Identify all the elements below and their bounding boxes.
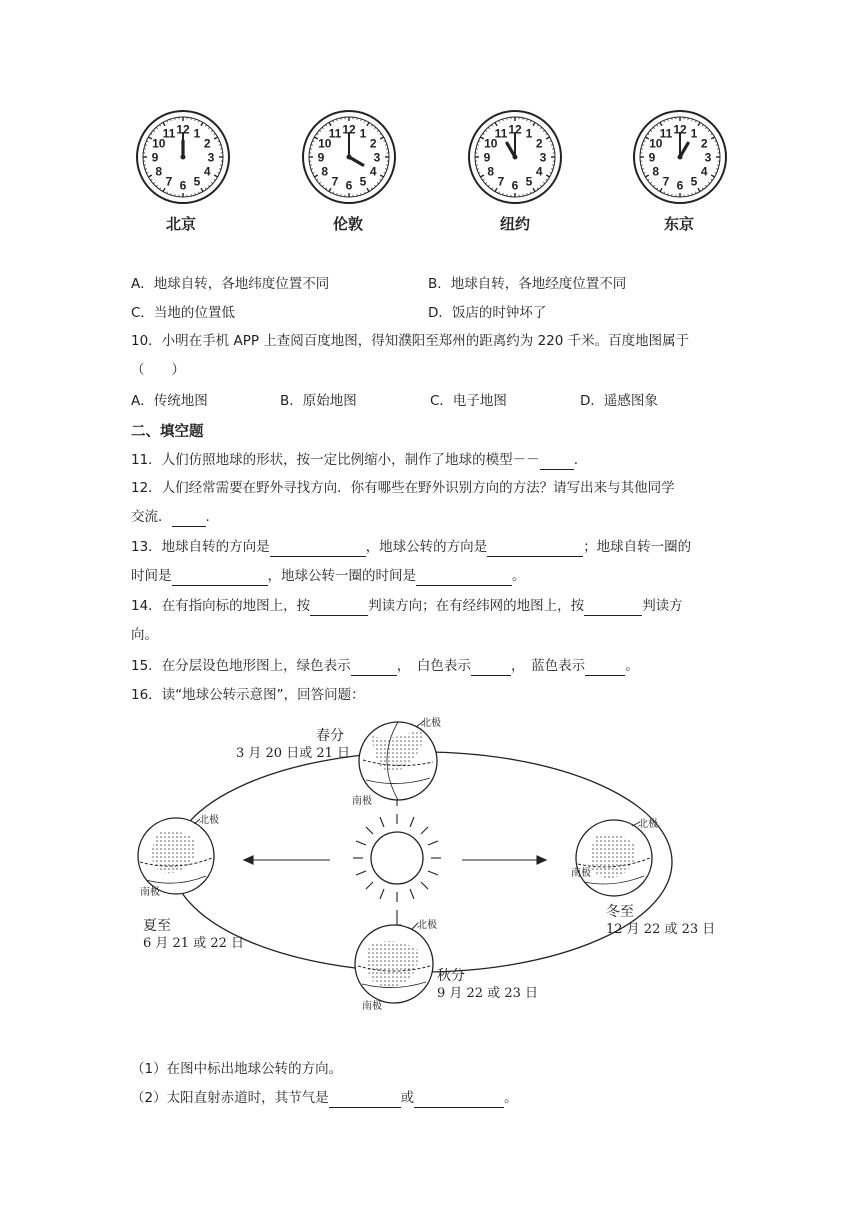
q9-option-c: C．当地的位置低 <box>131 305 235 321</box>
sub-question-1: （1）在图中标出地球公转的方向。 <box>131 1061 343 1077</box>
clock-numeral: 2 <box>700 136 708 151</box>
clock-numeral: 10 <box>484 136 498 151</box>
clock-numeral: 1 <box>193 126 201 141</box>
clock-numeral: 7 <box>497 174 505 189</box>
q14-text-b: 判读方向；在有经纬网的地图上，按 <box>368 598 585 614</box>
clock-numeral: 11 <box>328 126 342 141</box>
sub2-text-a: （2）太阳直射赤道时，其节气是 <box>131 1090 329 1106</box>
q15-text-c: ， 蓝色表示 <box>510 658 586 674</box>
clock-numeral: 4 <box>203 164 211 179</box>
clock-numeral: 12 <box>508 122 522 137</box>
q10-option-c: C．电子地图 <box>430 393 507 409</box>
sub2-text-b: 或 <box>400 1090 415 1106</box>
clock-numeral: 12 <box>176 122 190 137</box>
q13-text-e: ，地球公转一圈的时间是 <box>267 568 416 584</box>
sub2-text-c: 。 <box>504 1090 518 1106</box>
clock-numeral: 5 <box>193 174 201 189</box>
clock-numeral: 7 <box>165 174 173 189</box>
clock-numeral: 4 <box>369 164 377 179</box>
clock-numeral: 9 <box>648 150 656 165</box>
q13-text-b: ，地球公转的方向是 <box>365 539 488 555</box>
globe-winter <box>576 820 652 896</box>
clock-numeral: 10 <box>152 136 166 151</box>
clock-numeral: 9 <box>317 150 325 165</box>
q13-text-a: 13．地球自转的方向是 <box>131 539 270 555</box>
q12-end: . <box>205 509 210 525</box>
clock-numeral: 9 <box>151 150 159 165</box>
clock-numeral: 3 <box>207 150 215 165</box>
summer-north-pole-label: 北极 <box>199 815 219 826</box>
clock-numeral: 2 <box>203 136 211 151</box>
clock-numeral: 11 <box>494 126 508 141</box>
clock-numeral: 7 <box>331 174 339 189</box>
clock-numeral: 11 <box>659 126 673 141</box>
clock-numeral: 12 <box>673 122 687 137</box>
clock-numeral: 6 <box>179 178 187 193</box>
winter-north-pole-label: 北极 <box>638 819 658 830</box>
clock-numeral: 5 <box>359 174 367 189</box>
q14-line2: 向。 <box>131 627 158 643</box>
spring-north-pole-label: 北极 <box>421 718 441 729</box>
q9-option-d: D．饭店的时钟坏了 <box>428 305 547 321</box>
q10-option-a: A．传统地图 <box>131 393 208 409</box>
q13-text-d: 时间是 <box>131 568 172 584</box>
section-heading: 二、填空题 <box>131 424 204 440</box>
clock-numeral: 6 <box>345 178 353 193</box>
clock-numeral: 8 <box>321 164 329 179</box>
q15-text-d: 。 <box>625 658 639 674</box>
q15-text-a: 15．在分层设色地形图上，绿色表示 <box>131 658 351 674</box>
summer-date: 6 月 21 或 22 日 <box>143 936 245 951</box>
clock-numeral: 12 <box>342 122 356 137</box>
clock-numeral: 1 <box>359 126 367 141</box>
clock-numeral: 6 <box>511 178 519 193</box>
summer-south-pole-label: 南极 <box>140 887 160 898</box>
clock-numeral: 1 <box>525 126 533 141</box>
q10-paren: （ ） <box>131 362 185 378</box>
clock-numeral: 3 <box>704 150 712 165</box>
clock-numeral: 10 <box>318 136 332 151</box>
clock-numeral: 11 <box>162 126 176 141</box>
sub2-blank-1[interactable] <box>329 1092 401 1108</box>
question-16: 16．读“地球公转示意图”，回答问题： <box>131 687 365 703</box>
q14-text-a: 14．在有指向标的地图上，按 <box>131 598 311 614</box>
q10-stem: 10．小明在手机 APP 上查阅百度地图，得知濮阳至郑州的距离约为 220 千米。百度地图属于 <box>131 333 690 349</box>
q10-option-d: D．遥感图象 <box>580 393 658 409</box>
q12-stem: 12．人们经常需要在野外寻找方向．你有哪些在野外识别方向的方法？请写出来与其他同学 <box>131 480 675 496</box>
autumn-name: 秋分 <box>437 968 465 984</box>
clock-numeral: 7 <box>662 174 670 189</box>
sub-question-2 <box>131 1088 518 1108</box>
spring-name: 春分 <box>316 728 344 744</box>
clock-numeral: 8 <box>487 164 495 179</box>
q13-text-f: 。 <box>512 568 526 584</box>
clock-numeral: 4 <box>535 164 543 179</box>
sun-icon <box>353 814 441 902</box>
q14-text-c: 判读方 <box>642 598 683 614</box>
q10-option-b: B．原始地图 <box>280 393 357 409</box>
q11-text: 11．人们仿照地球的形状，按一定比例缩小，制作了地球的模型－－ <box>131 452 540 468</box>
autumn-north-pole-label: 北极 <box>417 920 437 931</box>
spring-south-pole-label: 南极 <box>352 796 372 807</box>
q12-text: 交流． <box>131 509 172 525</box>
autumn-date: 9 月 22 或 23 日 <box>437 986 539 1001</box>
clock-numeral: 1 <box>690 126 698 141</box>
q11-end: . <box>573 452 578 468</box>
summer-name: 夏至 <box>143 918 171 934</box>
winter-name: 冬至 <box>606 904 634 920</box>
globe-autumn <box>355 925 433 1003</box>
clock-numeral: 3 <box>539 150 547 165</box>
clock-numeral: 2 <box>369 136 377 151</box>
clock-numeral: 8 <box>652 164 660 179</box>
q13-text-c: ；地球自转一圈的 <box>583 539 692 555</box>
clock-label-beijing: 北京 <box>165 215 196 233</box>
clock-numeral: 10 <box>649 136 663 151</box>
clock-label-newyork: 纽约 <box>499 215 530 233</box>
winter-date: 12 月 22 或 23 日 <box>606 922 716 937</box>
clock-numeral: 6 <box>676 178 684 193</box>
clock-numeral: 2 <box>535 136 543 151</box>
clock-label-tokyo: 东京 <box>663 215 694 233</box>
clock-label-london: 伦敦 <box>332 215 363 233</box>
clock-numeral: 4 <box>700 164 708 179</box>
spring-date: 3 月 20 日或 21 日 <box>236 746 351 761</box>
clock-numeral: 3 <box>373 150 381 165</box>
globe-summer <box>138 818 214 894</box>
autumn-south-pole-label: 南极 <box>362 1001 382 1012</box>
q9-option-a: A．地球自转，各地纬度位置不同 <box>131 276 330 292</box>
sub2-blank-2[interactable] <box>414 1092 504 1108</box>
q9-option-b: B．地球自转，各地经度位置不同 <box>428 276 627 292</box>
clock-numeral: 8 <box>155 164 163 179</box>
clock-numeral: 5 <box>525 174 533 189</box>
winter-south-pole-label: 南极 <box>571 868 591 879</box>
globe-spring <box>359 722 437 800</box>
q15-text-b: ， 白色表示 <box>396 658 471 674</box>
clock-numeral: 5 <box>690 174 698 189</box>
clock-numeral: 9 <box>483 150 491 165</box>
